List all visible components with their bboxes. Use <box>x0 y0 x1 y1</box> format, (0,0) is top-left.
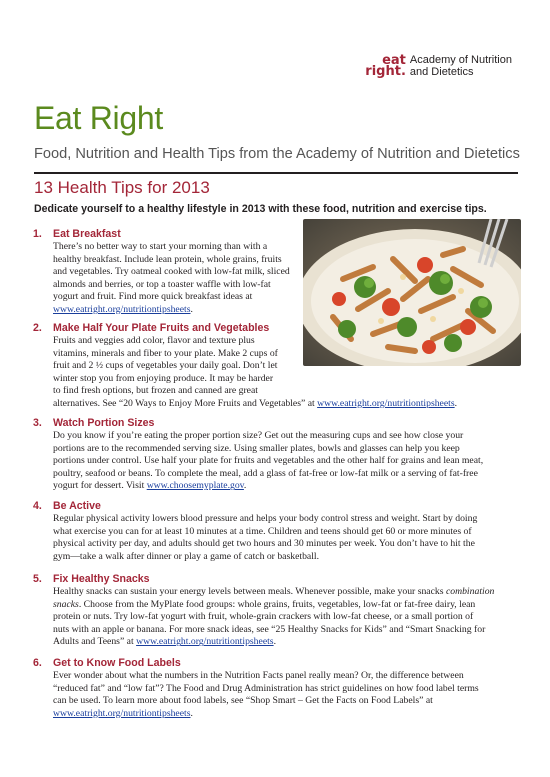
nutrition-tipsheets-link[interactable]: www.eatright.org/nutritiontipsheets <box>53 303 191 315</box>
page-subtitle: Food, Nutrition and Health Tips from the Academy of Nutrition and Dietetics <box>34 146 520 162</box>
tip-number: 4. <box>33 500 42 512</box>
choosemyplate-link[interactable]: www.choosemyplate.gov <box>146 480 244 492</box>
tip-title: Watch Portion Sizes <box>53 417 155 429</box>
eat-right-logo-mark: eat right. <box>365 53 406 79</box>
intro-text: Dedicate yourself to a healthy lifestyle in 2013 with these food, nutrition and exercise tips. <box>34 203 487 215</box>
tip-title: Get to Know Food Labels <box>53 657 181 669</box>
nutrition-tipsheets-link[interactable]: www.eatright.org/nutritiontipsheets <box>317 397 455 409</box>
tip-body: There’s no better way to start your morning than with a healthy breakfast. Include lean protein, whole grains, fruits and vegetables. Try oatmeal cooked with low-fat milk, sliced almonds and berries, or top a toaster waffle with low-fat yogurt and fruit. Find more quick breakfast ideas at www.eatright.org/nutritiontipsheets. <box>53 241 290 315</box>
nutrition-tipsheets-link[interactable]: www.eatright.org/nutritiontipsheets <box>136 636 274 648</box>
nutrition-tipsheets-link[interactable]: www.eatright.org/nutritiontipsheets <box>53 707 191 719</box>
tip-number: 6. <box>33 657 42 669</box>
tip-body: Healthy snacks can sustain your energy levels between meals. Whenever possible, make your snacks combination snacks. Choose from the MyPlate food groups: whole grains, fruits, vegetables, low-fat or fat-free dairy, lean protein or nuts. Try low-fat yogurt with fruit, whole-grain crackers with low-fat cheese, or a small portion of nuts with an apple or banana. For more snack ideas, see “25 Healthy Snacks for Kids” and “Smart Snacking for Adults and Teens” at www.eatright.org/nutritiontipsheets. <box>53 586 495 648</box>
academy-logo-text: Academy of Nutrition and Dietetics <box>409 54 512 78</box>
tip-body: Ever wonder about what the numbers in the Nutrition Facts panel really mean? Or, the difference between “reduced fat” and “low fat”? The Food and Drug Administration has strict guidelines on how food label terms can be used. To learn more about food labels, see “Shop Smart – Get the Facts on Food Labels” at www.eatright.org/nutritiontipsheets. <box>53 670 479 719</box>
tip-title: Eat Breakfast <box>53 228 121 240</box>
tip-number: 2. <box>33 322 42 334</box>
tip-number: 1. <box>33 228 42 240</box>
academy-logo <box>365 54 512 78</box>
tip-title: Fix Healthy Snacks <box>53 573 150 585</box>
tip-body: Regular physical activity lowers blood pressure and helps your body control stress and weight. Start by doing what exercise you can for at least 10 minutes at a time. Children and teens should get 60 or more minutes of physical activity per day, and adults should get two hours and 30 minutes per week. You don’t have to hit the gym—take a walk after dinner or play a game of catch or basketball. <box>53 513 478 562</box>
tip-title: Make Half Your Plate Fruits and Vegetables <box>53 322 270 334</box>
tip-title: Be Active <box>53 500 101 512</box>
tip-body: Fruits and veggies add color, flavor and texture plus vitamins, minerals and fiber to your plate. Make 2 cups of fruit and 2 ½ cups of vegetables your daily goal. Don’t let winter stop you from enjoying produce. It may be harder to find fresh options, but frozen and canned are great alternatives. See “20 Ways to Enjoy More Fruits and Vegetables” at www.eatright.org/nutritiontipsheets. <box>53 335 458 409</box>
page-title: Eat Right <box>34 100 163 136</box>
tip-number: 5. <box>33 573 42 585</box>
tip-body: Do you know if you’re eating the proper portion size? Get out the measuring cups and see how close your portions are to the recommended serving size. Using smaller plates, bowls and glasses can help you keep portions under control. Use half your plate for fruits and vegetables and the other half for grains and lean meat, poultry, seafood or beans. To complete the meal, add a glass of fat-free or low-fat milk or a serving of fat-free yogurt for dessert. Visit www.choosemyplate.gov. <box>53 430 484 492</box>
section-heading: 13 Health Tips for 2013 <box>34 178 210 197</box>
title-divider <box>34 172 518 174</box>
tip-number: 3. <box>33 417 42 429</box>
